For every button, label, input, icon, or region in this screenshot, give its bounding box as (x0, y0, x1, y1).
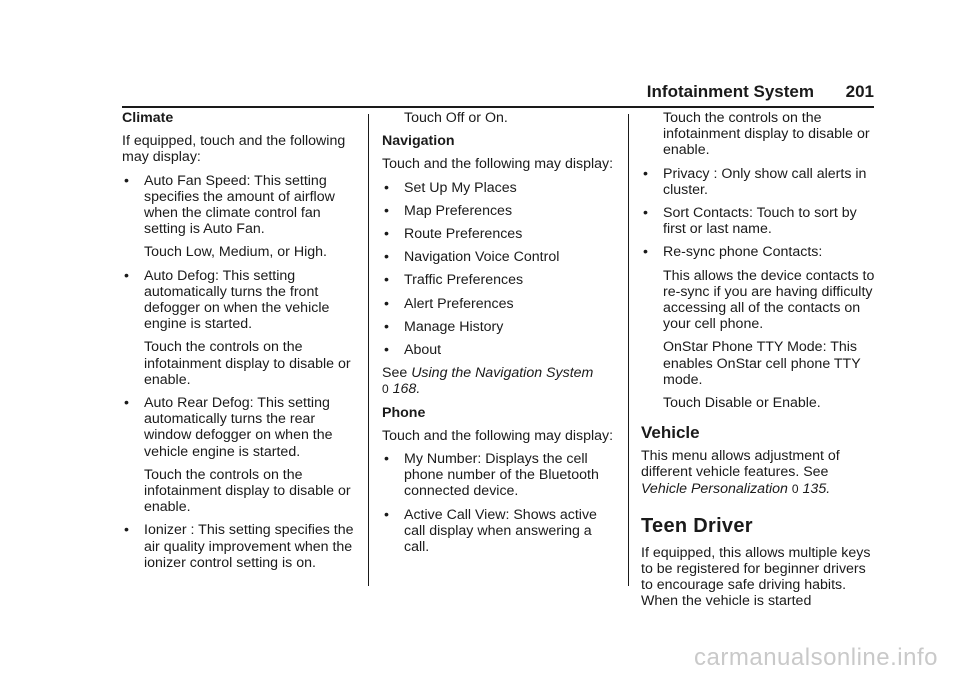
bullet-icon: • (124, 267, 129, 284)
list-item-note: Touch the controls on the infotainment display to disable or enable. (144, 466, 351, 516)
header-rule (122, 106, 874, 108)
phone-intro: Touch and the following may display: (382, 427, 614, 444)
climate-intro: If equipped, touch and the following may display: (122, 133, 346, 166)
climate-heading: Climate (122, 110, 174, 126)
column-2 (382, 110, 614, 562)
list-item: • Manage History (384, 318, 504, 335)
bullet-icon: • (384, 506, 389, 523)
list-item: • Auto Fan Speed: This setting specifies the amount of airflow when the climate control fan setting is Auto Fan. (124, 172, 335, 238)
list-item: • Re-sync phone Contacts: (643, 244, 823, 261)
page-ref[interactable]: 168 (392, 381, 417, 398)
list-item: • Map Preferences (384, 202, 513, 219)
page-ref[interactable]: 135 (802, 480, 827, 497)
bullet-icon: • (384, 249, 389, 266)
bullet-icon: • (384, 226, 389, 243)
vehicle-link[interactable]: Vehicle Personalization (641, 480, 788, 497)
list-item: • Active Call View: Shows active call display when answering a call. (384, 506, 597, 556)
list-item: • Alert Preferences (384, 295, 514, 312)
bullet-icon: • (384, 342, 389, 359)
bullet-icon: • (384, 451, 389, 468)
bullet-icon: • (384, 295, 389, 312)
page-ref-arrow-icon: 0 (382, 382, 389, 397)
list-item-note: Touch the controls on the infotainment display to disable or enable. (144, 339, 351, 388)
list-item-note: OnStar Phone TTY Mode: This enables OnStar cell phone TTY mode. (663, 339, 861, 388)
list-item: • Ionizer : This setting specifies the air quality improvement when the ionizer control setting is on. (124, 522, 354, 571)
list-item: • My Number: Displays the cell phone number of the Bluetooth connected device. (384, 451, 599, 500)
navigation-intro: Touch and the following may display: (382, 156, 614, 173)
column-divider (368, 114, 369, 586)
teen-driver-heading: Teen Driver (641, 514, 753, 537)
list-item: • About (384, 342, 442, 359)
list-item: • Privacy : Only show call alerts in cluster. (643, 165, 867, 198)
phone-heading: Phone (382, 404, 426, 421)
list-item-note: This allows the device contacts to re-sync if you are having difficulty accessing all of the contacts on your cell phone. (663, 267, 875, 333)
list-item: • Auto Rear Defog: This setting automatically turns the rear window defogger on when the vehicle engine is started. (124, 395, 333, 460)
see-reference: See Using the Navigation System 0 168. (382, 365, 594, 398)
list-item: • Sort Contacts: Touch to sort by first or last name. (643, 205, 857, 238)
list-item-note: Touch Disable or Enable. (663, 395, 821, 412)
column-3 (641, 110, 881, 617)
bullet-icon: • (643, 244, 648, 261)
list-item-note: Touch Low, Medium, or High. (144, 244, 327, 261)
vehicle-heading: Vehicle (641, 423, 700, 443)
column-1 (122, 110, 357, 578)
bullet-icon: • (643, 205, 648, 222)
navigation-link[interactable]: Using the Navigation System (411, 365, 594, 382)
bullet-icon: • (124, 172, 129, 189)
bullet-icon: • (384, 179, 389, 196)
teen-driver-text: If equipped, this allows multiple keys to be registered for beginner drivers to encourage safe driving habits. When the vehicle is started (641, 544, 871, 610)
watermark: carmanualsonline.info (694, 644, 938, 671)
bullet-icon: • (384, 272, 389, 289)
list-item: • Traffic Preferences (384, 272, 524, 289)
list-item: • Auto Defog: This setting automatically turns the front defogger on when the vehicle engine is started. (124, 267, 330, 333)
section-title: Infotainment System (646, 82, 814, 101)
continued-text: Touch Off or On. (404, 110, 508, 126)
bullet-icon: • (643, 165, 648, 182)
bullet-icon: • (384, 202, 389, 219)
bullet-icon: • (124, 395, 129, 412)
page-ref-arrow-icon: 0 (791, 481, 799, 496)
vehicle-text: This menu allows adjustment of different vehicle features. See Vehicle Personalization 0 135. (641, 448, 840, 497)
bullet-icon: • (384, 318, 389, 335)
page-number: 201 (845, 82, 874, 101)
bullet-icon: • (124, 522, 129, 539)
column-divider (628, 114, 629, 586)
list-item: • Route Preferences (384, 226, 523, 243)
continued-text: Touch the controls on the infotainment display to disable or enable. (663, 110, 870, 159)
list-item: • Set Up My Places (384, 179, 517, 196)
navigation-heading: Navigation (382, 133, 455, 150)
page-header (122, 82, 874, 108)
list-item: • Navigation Voice Control (384, 249, 560, 266)
